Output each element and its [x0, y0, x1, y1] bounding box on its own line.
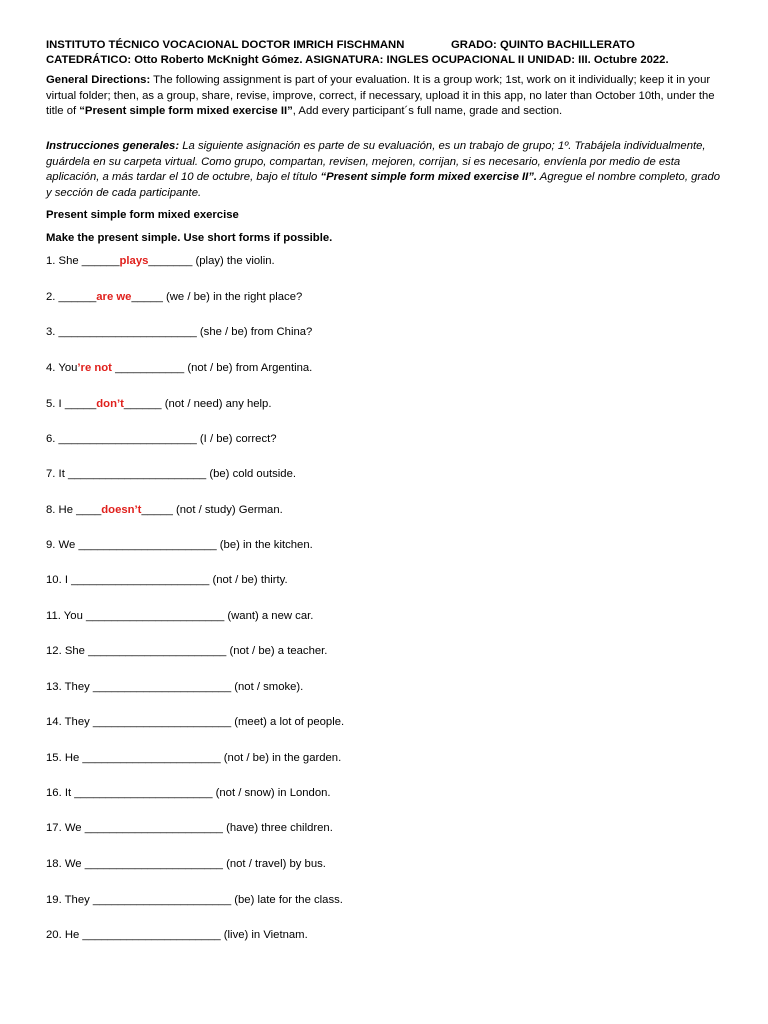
item-rest: _____ (not / study) German. [141, 504, 283, 516]
instrucciones-generales [46, 139, 728, 201]
item-answer: ’re not [77, 362, 112, 374]
instrucciones-label: Instrucciones generales: [46, 140, 180, 152]
item-rest: _______ (play) the violin. [148, 255, 275, 267]
exercise-item [46, 644, 327, 659]
exercise-item [46, 503, 283, 518]
exercise-item [46, 361, 312, 376]
directions-text-b: , Add every participant´s full name, grade and section. [292, 105, 563, 118]
instrucciones-text-a: La siguiente asignación es parte de su evaluación, es un trabajo de grupo; 1º. Trabájela individualmente, guárdela en su carpeta virtual. Como grupo, compartan, revisen, mejoren, corrijan, si es necesario, envíenla por medio de esta aplicación, a más tardar el 10 de octubre, bajo el título [46, 140, 706, 184]
exercise-title: Present simple form mixed exercise [46, 209, 239, 221]
item-prompt: 5. I _____ [46, 398, 97, 410]
exercise-item [46, 751, 341, 766]
directions-title: “Present simple form mixed exercise II” [79, 105, 293, 118]
item-prompt: 2. ______ [46, 291, 97, 303]
item-prompt: 3. ______________________ (she / be) from China? [46, 326, 313, 338]
exercise-item [46, 680, 303, 695]
general-directions [46, 73, 728, 120]
exercise-item [46, 254, 275, 269]
institution-name: INSTITUTO TÉCNICO VOCACIONAL DOCTOR IMRICH FISCHMANN [46, 39, 405, 51]
header-line-2: CATEDRÁTICO: Otto Roberto McKnight Gómez. ASIGNATURA: INGLES OCUPACIONAL II UNIDAD: III. Octubre 2022. [46, 54, 669, 66]
item-rest: _____ (we / be) in the right place? [131, 291, 303, 303]
grade-label: GRADO: QUINTO BACHILLERATO [451, 39, 635, 51]
exercise-item [46, 573, 288, 588]
exercise-item [46, 325, 312, 340]
item-prompt: 13. They ______________________ (not / smoke). [46, 681, 304, 693]
exercise-item [46, 928, 308, 943]
directions-text-a: The following assignment is part of your evaluation. It is a group work; 1st, work on it individually; keep it in your virtual folder; then, as a group, share, revise, improve, correct, if necessary, upload it in this app, no later than October 10th, under the title of [46, 74, 715, 118]
exercise-item [46, 821, 333, 836]
item-answer: don’t [96, 398, 124, 410]
item-prompt: 11. You ______________________ (want) a new car. [46, 610, 314, 622]
exercise-item [46, 786, 331, 801]
item-prompt: 1. She ______ [46, 255, 120, 267]
exercise-instruction: Make the present simple. Use short forms if possible. [46, 232, 333, 244]
item-prompt: 8. He ____ [46, 504, 102, 516]
directions-label: General Directions: [46, 74, 151, 86]
instrucciones-title: “Present simple form mixed exercise II”. [320, 171, 538, 184]
exercise-item [46, 893, 343, 908]
exercise-item [46, 290, 302, 305]
item-prompt: 17. We ______________________ (have) three children. [46, 822, 333, 834]
exercise-item [46, 609, 313, 624]
exercise-item [46, 538, 313, 553]
item-prompt: 15. He ______________________ (not / be) in the garden. [46, 752, 342, 764]
item-answer: are we [96, 291, 132, 303]
exercise-item [46, 715, 344, 730]
item-prompt: 4. You [46, 362, 78, 374]
item-prompt: 7. It ______________________ (be) cold outside. [46, 468, 296, 480]
item-prompt: 20. He ______________________ (live) in Vietnam. [46, 929, 308, 941]
item-prompt: 12. She ______________________ (not / be) a teacher. [46, 645, 328, 657]
item-prompt: 14. They ______________________ (meet) a lot of people. [46, 716, 345, 728]
item-rest: ___________ (not / be) from Argentina. [111, 362, 313, 374]
item-rest: ______ (not / need) any help. [123, 398, 272, 410]
item-prompt: 9. We ______________________ (be) in the kitchen. [46, 539, 313, 551]
header-line-1 [46, 38, 728, 54]
item-answer: plays [119, 255, 149, 267]
item-prompt: 6. ______________________ (I / be) correct? [46, 433, 277, 445]
item-prompt: 16. It ______________________ (not / snow) in London. [46, 787, 331, 799]
exercise-item [46, 397, 271, 412]
item-prompt: 19. They ______________________ (be) late for the class. [46, 894, 343, 906]
instrucciones-text-b: Agregue el nombre completo, grado y sección de cada participante. [46, 171, 721, 199]
item-answer: doesn’t [101, 504, 142, 516]
exercise-item [46, 857, 326, 872]
item-prompt: 10. I ______________________ (not / be) thirty. [46, 574, 288, 586]
exercise-item [46, 467, 296, 482]
item-prompt: 18. We ______________________ (not / travel) by bus. [46, 858, 326, 870]
exercise-item [46, 432, 277, 447]
